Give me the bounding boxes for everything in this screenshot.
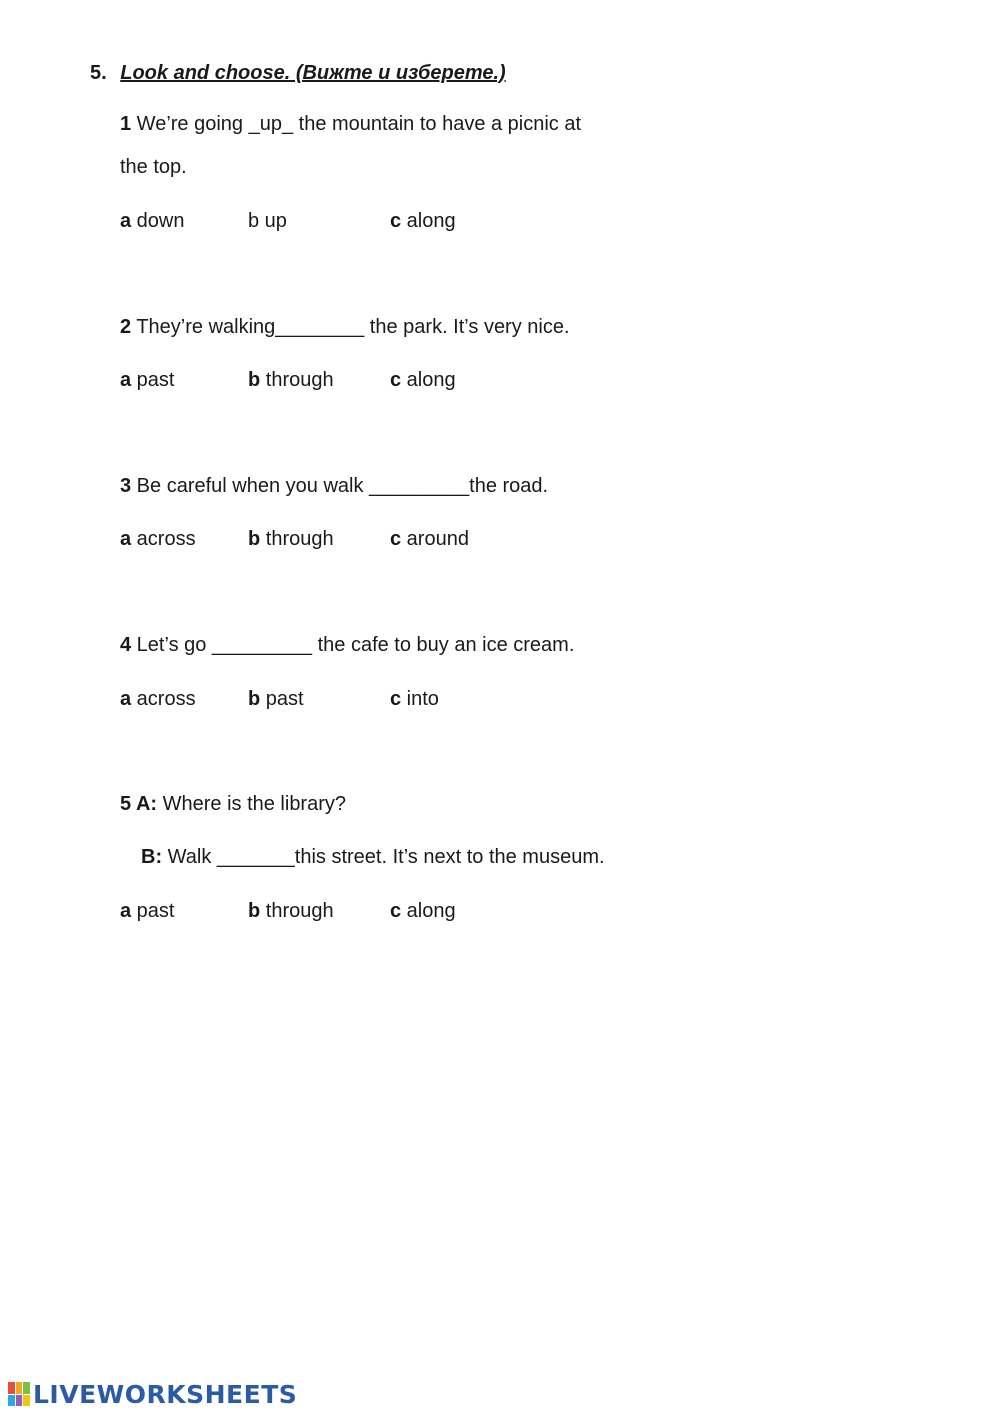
question-number: 3 [120,475,132,497]
option-a[interactable]: a across [120,688,196,710]
question-text: Let’s go _________ the cafe to buy an ice cream. [131,634,575,656]
question-3 [120,475,548,498]
logo-blocks-icon [8,1382,30,1406]
option-b[interactable]: b up [248,210,287,232]
exercise-title: Look and choose. (Вижте и изберете.) [120,62,506,84]
question-1 [120,113,581,136]
option-c[interactable]: c along [390,210,456,232]
question-2 [120,316,570,339]
question-text: Where is the library? [157,793,347,815]
option-c[interactable]: c along [390,900,456,922]
response-text: Walk _______this street. It’s next to the museum. [162,846,605,868]
question-number: 1 [120,113,132,135]
option-a[interactable]: a past [120,900,175,922]
question-4 [120,634,574,657]
question-text: We’re going _up_ the mountain to have a picnic at [131,113,582,135]
option-a[interactable]: a down [120,210,185,232]
speaker-a: A: [131,793,158,815]
question-number: 5 [120,793,132,815]
logo-text: LIVEWORKSHEETS [33,1379,298,1409]
option-b[interactable]: b past [248,688,304,710]
option-b[interactable]: b through [248,528,334,550]
option-c[interactable]: c around [390,528,469,550]
question-5 [120,793,346,816]
question-number: 2 [120,316,132,338]
option-a[interactable]: a across [120,528,196,550]
liveworksheets-logo [8,1380,297,1408]
question-5-response [141,846,605,869]
exercise-heading [90,62,506,85]
option-b[interactable]: b through [248,369,334,391]
exercise-number: 5. [90,62,107,84]
option-a[interactable]: a past [120,369,175,391]
question-text: They’re walking________ the park. It’s very nice. [131,316,570,338]
question-1-continuation: the top. [120,156,187,178]
question-number: 4 [120,634,132,656]
question-text: Be careful when you walk _________the road. [131,475,549,497]
option-b[interactable]: b through [248,900,334,922]
option-c[interactable]: c along [390,369,456,391]
speaker-b: B: [141,846,163,868]
option-c[interactable]: c into [390,688,439,710]
